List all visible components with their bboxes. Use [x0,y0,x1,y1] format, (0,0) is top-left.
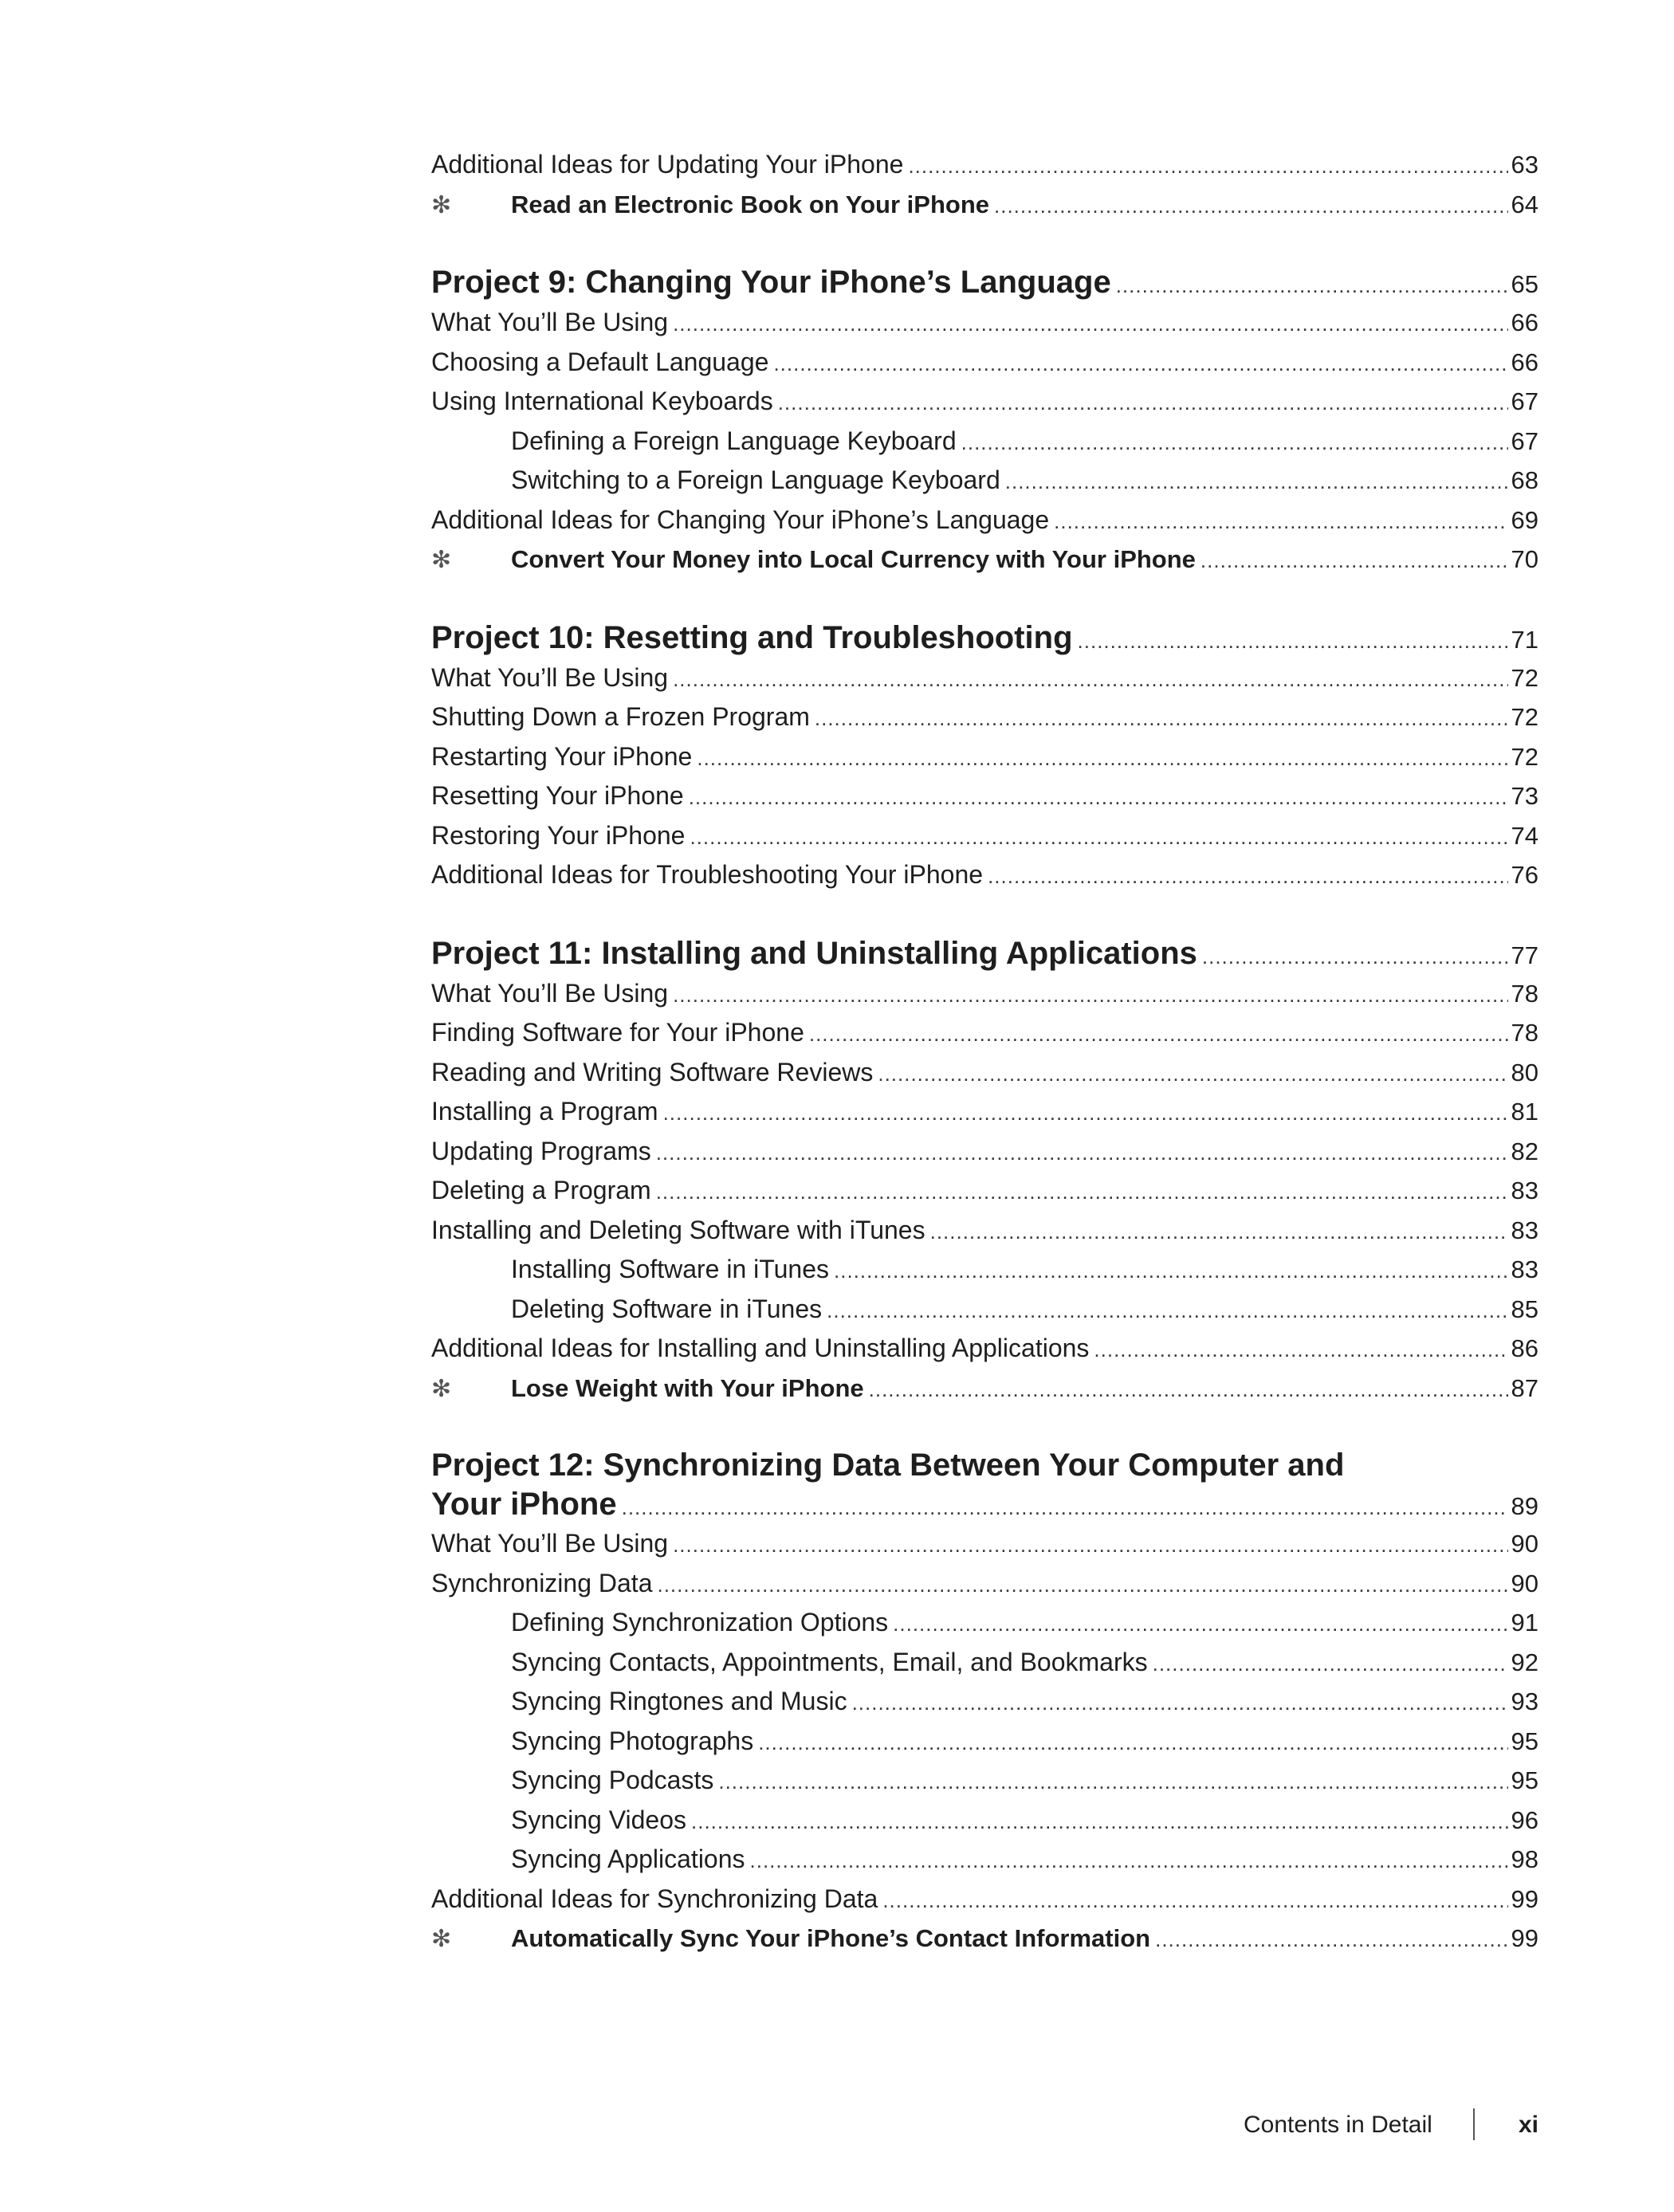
toc-entry-page: 73 [1511,782,1538,810]
toc-subentry[interactable] [431,1290,1538,1330]
toc-entry-label: Shutting Down a Frozen Program [431,702,810,731]
toc-entry-label: Resetting Your iPhone [431,781,684,810]
asterisk-icon: ✻ [431,191,452,218]
project-title: Project 11: Installing and Uninstalling Applications [431,935,1197,971]
dot-leader [718,1762,1507,1802]
dot-leader [893,1605,1507,1644]
page-number: xi [1518,2112,1538,2138]
toc-entry-label: Reading and Writing Software Reviews [431,1057,874,1086]
project-page: 71 [1511,625,1538,654]
dot-leader [673,976,1507,1016]
toc-entry-label: Updating Programs [431,1136,651,1165]
toc-entry-label: Synchronizing Data [431,1568,653,1597]
dot-leader [1054,502,1507,542]
asterisk-icon: ✻ [431,547,452,573]
toc-entry-label: What You’ll Be Using [431,978,669,1008]
toc-entry-label: What You’ll Be Using [431,662,669,692]
toc-entry[interactable] [431,145,1538,185]
dot-leader [673,660,1507,700]
toc-subentry[interactable] [431,461,1538,501]
toc-entry-page: 96 [1511,1805,1538,1834]
dot-leader [778,383,1508,423]
toc-entry-page: 90 [1511,1569,1538,1597]
toc-entry-page: 80 [1511,1058,1538,1086]
dot-leader [773,344,1507,384]
toc-entry-page: 93 [1511,1687,1538,1715]
toc-entry-label: Switching to a Foreign Language Keyboard [511,466,1000,494]
toc-entry[interactable] [431,737,1538,777]
toc-entry[interactable] [431,974,1538,1014]
dot-leader [961,423,1508,463]
toc-subentry[interactable] [431,1682,1538,1722]
toc-entry-page: 90 [1511,1530,1538,1558]
toc-entry-label: What You’ll Be Using [431,1529,669,1558]
toc-entry-page: 68 [1511,466,1538,494]
toc-subentry[interactable] [431,1722,1538,1762]
dot-leader [869,1370,1508,1410]
dot-leader [673,304,1507,344]
toc-entry-page: 72 [1511,663,1538,692]
project-title-line1: Project 12: Synchronizing Data Between Your Computer and [431,1448,1345,1483]
project-title-line2: Your iPhone [431,1487,617,1522]
toc-entry-label: Additional Ideas for Troubleshooting Your iPhone [431,860,984,889]
dot-leader [656,1134,1508,1173]
toc-entry-label: Defining a Foreign Language Keyboard [511,426,957,455]
toc-entry-page: 81 [1511,1098,1538,1126]
table-of-contents [431,145,1538,1959]
toc-entry-label: Deleting a Program [431,1176,651,1204]
toc-entry-label: Choosing a Default Language [431,347,769,376]
dot-leader [690,818,1507,858]
dot-leader [1094,1330,1507,1370]
toc-subentry[interactable] [431,1643,1538,1683]
toc-entry[interactable] [431,1053,1538,1093]
dot-leader [1202,937,1508,977]
dot-leader [809,1015,1508,1055]
toc-entry[interactable] [431,343,1538,383]
toc-entry-page: 70 [1511,545,1538,573]
toc-entry-label: Restoring Your iPhone [431,820,686,850]
toc-entry-page: 72 [1511,742,1538,771]
dot-leader [930,1212,1508,1252]
toc-entry[interactable] [431,1564,1538,1604]
dot-leader [656,1173,1508,1212]
dot-leader [994,187,1508,226]
toc-entry-label: Syncing Ringtones and Music [511,1687,847,1715]
toc-entry-page: 85 [1511,1295,1538,1323]
toc-entry-page: 76 [1511,861,1538,889]
toc-entry[interactable] [431,1329,1538,1369]
dot-leader [882,1881,1507,1921]
toc-entry-page: 64 [1511,190,1538,218]
toc-entry[interactable] [431,1211,1538,1251]
dot-leader [1005,462,1508,502]
toc-entry-page: 95 [1511,1727,1538,1755]
toc-entry[interactable] [431,382,1538,422]
toc-entry-page: 67 [1511,387,1538,415]
toc-entry[interactable] [431,1132,1538,1172]
toc-entry-page: 66 [1511,308,1538,336]
dot-leader [622,1488,1508,1527]
toc-entry-page: 86 [1511,1334,1538,1362]
toc-entry[interactable] [431,1013,1538,1053]
toc-entry-page: 69 [1511,505,1538,534]
toc-entry[interactable] [431,855,1538,895]
dot-leader [758,1723,1507,1763]
dot-leader [878,1055,1507,1094]
toc-entry-label: Installing a Program [431,1097,658,1126]
dot-leader [697,739,1507,779]
project-title: Project 10: Resetting and Troubleshooting [431,619,1073,655]
toc-entry-page: 74 [1511,821,1538,850]
toc-entry-label: Additional Ideas for Updating Your iPhone [431,150,904,179]
project-page: 89 [1511,1492,1538,1520]
toc-feature-entry[interactable] [431,1919,1538,1959]
dot-leader [750,1841,1508,1881]
dot-leader [852,1684,1508,1723]
toc-feature-entry[interactable] [431,1369,1538,1409]
toc-entry-page: 91 [1511,1609,1538,1636]
toc-entry[interactable] [431,816,1538,856]
toc-project-heading[interactable] [431,1446,1538,1524]
toc-entry-label: Deleting Software in iTunes [511,1294,823,1323]
toc-entry-page: 66 [1511,348,1538,376]
toc-entry-label: What You’ll Be Using [431,308,669,336]
toc-entry[interactable] [431,776,1538,816]
dot-leader [1078,621,1508,662]
toc-entry-page: 83 [1511,1216,1538,1244]
footer-section-label: Contents in Detail [1244,2112,1432,2138]
toc-entry-page: 99 [1511,1924,1538,1952]
dot-leader [691,1802,1508,1842]
toc-project-heading[interactable] [431,618,1538,658]
toc-subentry[interactable] [431,422,1538,462]
toc-entry[interactable] [431,697,1538,737]
dot-leader [1200,541,1508,581]
toc-project-heading[interactable] [431,933,1538,974]
toc-entry-label: Installing and Deleting Software with iTunes [431,1215,925,1244]
dot-leader [663,1094,1508,1134]
toc-entry-page: 83 [1511,1177,1538,1204]
toc-entry-label: Read an Electronic Book on Your iPhone [511,190,990,218]
dot-leader [815,699,1508,739]
dot-leader [1153,1644,1508,1684]
toc-entry-page: 87 [1511,1373,1538,1402]
dot-leader [673,1526,1507,1566]
toc-entry-label: Installing Software in iTunes [511,1255,830,1283]
dot-leader [908,147,1507,187]
toc-entry[interactable] [431,501,1538,540]
toc-entry[interactable] [431,1880,1538,1919]
toc-entry-label: Lose Weight with Your iPhone [511,1373,864,1402]
toc-entry-page: 67 [1511,426,1538,455]
toc-feature-entry[interactable] [431,540,1538,580]
toc-project-heading[interactable] [431,262,1538,303]
toc-entry-label: Syncing Podcasts [511,1766,714,1794]
toc-entry-page: 72 [1511,703,1538,731]
toc-entry-page: 95 [1511,1766,1538,1794]
toc-entry-page: 98 [1511,1845,1538,1873]
toc-entry-label: Syncing Photographs [511,1726,754,1755]
footer-divider [1473,2108,1475,2140]
toc-subentry[interactable] [431,1603,1538,1643]
toc-feature-entry[interactable] [431,185,1538,225]
dot-leader [827,1291,1507,1331]
toc-subentry[interactable] [431,1761,1538,1801]
dot-leader [1155,1920,1507,1960]
page-footer [1244,2107,1538,2143]
toc-entry[interactable] [431,303,1538,343]
dot-leader [657,1566,1507,1605]
dot-leader [834,1251,1508,1291]
toc-entry-page: 63 [1511,151,1538,179]
project-title: Project 9: Changing Your iPhone’s Language [431,265,1111,300]
toc-entry-label: Additional Ideas for Synchronizing Data [431,1884,878,1913]
toc-entry-page: 83 [1511,1255,1538,1283]
toc-subentry[interactable] [431,1840,1538,1880]
toc-entry-label: Using International Keyboards [431,387,773,415]
toc-subentry[interactable] [431,1801,1538,1841]
toc-subentry[interactable] [431,1250,1538,1290]
toc-entry-page: 78 [1511,979,1538,1008]
toc-entry-label: Additional Ideas for Changing Your iPhone’s Language [431,505,1050,534]
asterisk-icon: ✻ [431,1926,452,1952]
toc-entry-label: Finding Software for Your iPhone [431,1018,804,1047]
toc-entry[interactable] [431,1524,1538,1564]
asterisk-icon: ✻ [431,1375,452,1402]
toc-entry[interactable] [431,1171,1538,1211]
toc-entry[interactable] [431,1092,1538,1132]
dot-leader [988,857,1507,897]
dot-leader [689,778,1508,818]
toc-entry[interactable] [431,658,1538,698]
toc-entry-label: Additional Ideas for Installing and Uninstalling Applications [431,1334,1090,1362]
project-page: 77 [1511,941,1538,969]
toc-entry-page: 82 [1511,1137,1538,1165]
toc-entry-page: 92 [1511,1648,1538,1676]
toc-entry-label: Syncing Applications [511,1845,745,1873]
toc-entry-label: Syncing Contacts, Appointments, Email, and Bookmarks [511,1647,1148,1676]
toc-entry-label: Restarting Your iPhone [431,741,693,771]
toc-entry-label: Defining Synchronization Options [511,1608,889,1636]
toc-entry-page: 99 [1511,1884,1538,1913]
project-page: 65 [1511,270,1538,298]
toc-entry-label: Convert Your Money into Local Currency with Your iPhone [511,545,1196,573]
dot-leader [1116,265,1508,306]
toc-entry-label: Automatically Sync Your iPhone’s Contact Information [511,1924,1151,1952]
toc-entry-label: Syncing Videos [511,1805,686,1834]
toc-entry-page: 78 [1511,1019,1538,1047]
